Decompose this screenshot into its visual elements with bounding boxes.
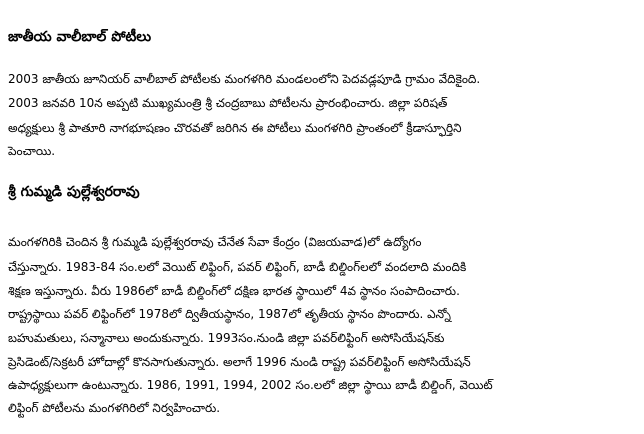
paragraph-line: శిక్షణ ఇస్తున్నారు. వీరు 1986లో బాడీ బిల్డింగ్‌లో దక్షిణ భారత స్థాయిలో 4వ స్థానం సంపాదించారు.: [8, 284, 460, 298]
paragraph-line: మంగళగిరికి చెందిన శ్రీ గుమ్మడి పుల్లేశ్వరరావు చేనేత సేవా కేంద్రం (విజయవాడ)లో ఉద్యోగం: [8, 235, 422, 249]
paragraph-line: రాష్ట్రస్థాయి పవర్ లిఫ్టింగ్‌లో 1978లో ద్వితీయస్థానం, 1987లో తృతీయ స్థానం పొందారు. ఎన్నో: [8, 307, 451, 321]
paragraph-line: 2003 జాతీయ జూనియర్ వాలీబాల్ పోటీలకు మంగళగిరి మండలంలోని పెదవడ్లపూడి గ్రామం వేదికైంది.: [8, 72, 481, 86]
paragraph-line: 2003 జనవరి 10న అప్పటి ముఖ్యమంత్రి శ్రీ చంద్రబాబు పోటీలను ప్రారంభించారు. జిల్లా పరిషత్: [8, 96, 448, 110]
paragraph-line: పెంచాయి.: [8, 144, 56, 158]
section-heading-gummadi: శ్రీ గుమ్మడి పుల్లేశ్వరరావు: [8, 184, 140, 200]
paragraph-line: లిఫ్టింగ్ పోటీలను మంగళగిరిలో నిర్వహించారు.: [8, 401, 221, 415]
paragraph-line: ప్రెసిడెంట్/సెక్రటరీ హోదాల్లో కొనసాగుతున్నారు. అలాగే 1996 నుండి రాష్ట్ర పవర్‌లిఫ్టింగ్ అసోసియేషన్: [8, 355, 471, 369]
paragraph-line: చేస్తున్నారు. 1983-84 సం.లలో వెయిట్ లిఫ్టింగ్, పవర్ లిఫ్టింగ్, బాడీ బిల్డింగ్‌లలో వందలాది మందికి: [8, 260, 467, 274]
paragraph-line: ఉపాధ్యక్షులుగా ఉంటున్నారు. 1986, 1991, 1994, 2002 సం.లలో జిల్లా స్థాయి బాడీ బిల్డింగ్, వెయిట్: [8, 378, 493, 392]
paragraph-line: అధ్యక్షులు శ్రీ పాతూరి నాగభూషణం చొరవతో జరిగిన ఈ పోటీలు మంగళగిరి ప్రాంతంలో క్రీడాస్ఫూర్తిని: [8, 121, 462, 135]
paragraph-line: బహుమతులు, సన్మానాలు అందుకున్నారు. 1993సం.నుండి జిల్లా పవర్‌లిఫ్టింగ్ అసోసియేషన్‌కు: [8, 331, 445, 345]
section-heading-volleyball: జాతీయ వాలీబాల్ పోటీలు: [8, 29, 152, 45]
